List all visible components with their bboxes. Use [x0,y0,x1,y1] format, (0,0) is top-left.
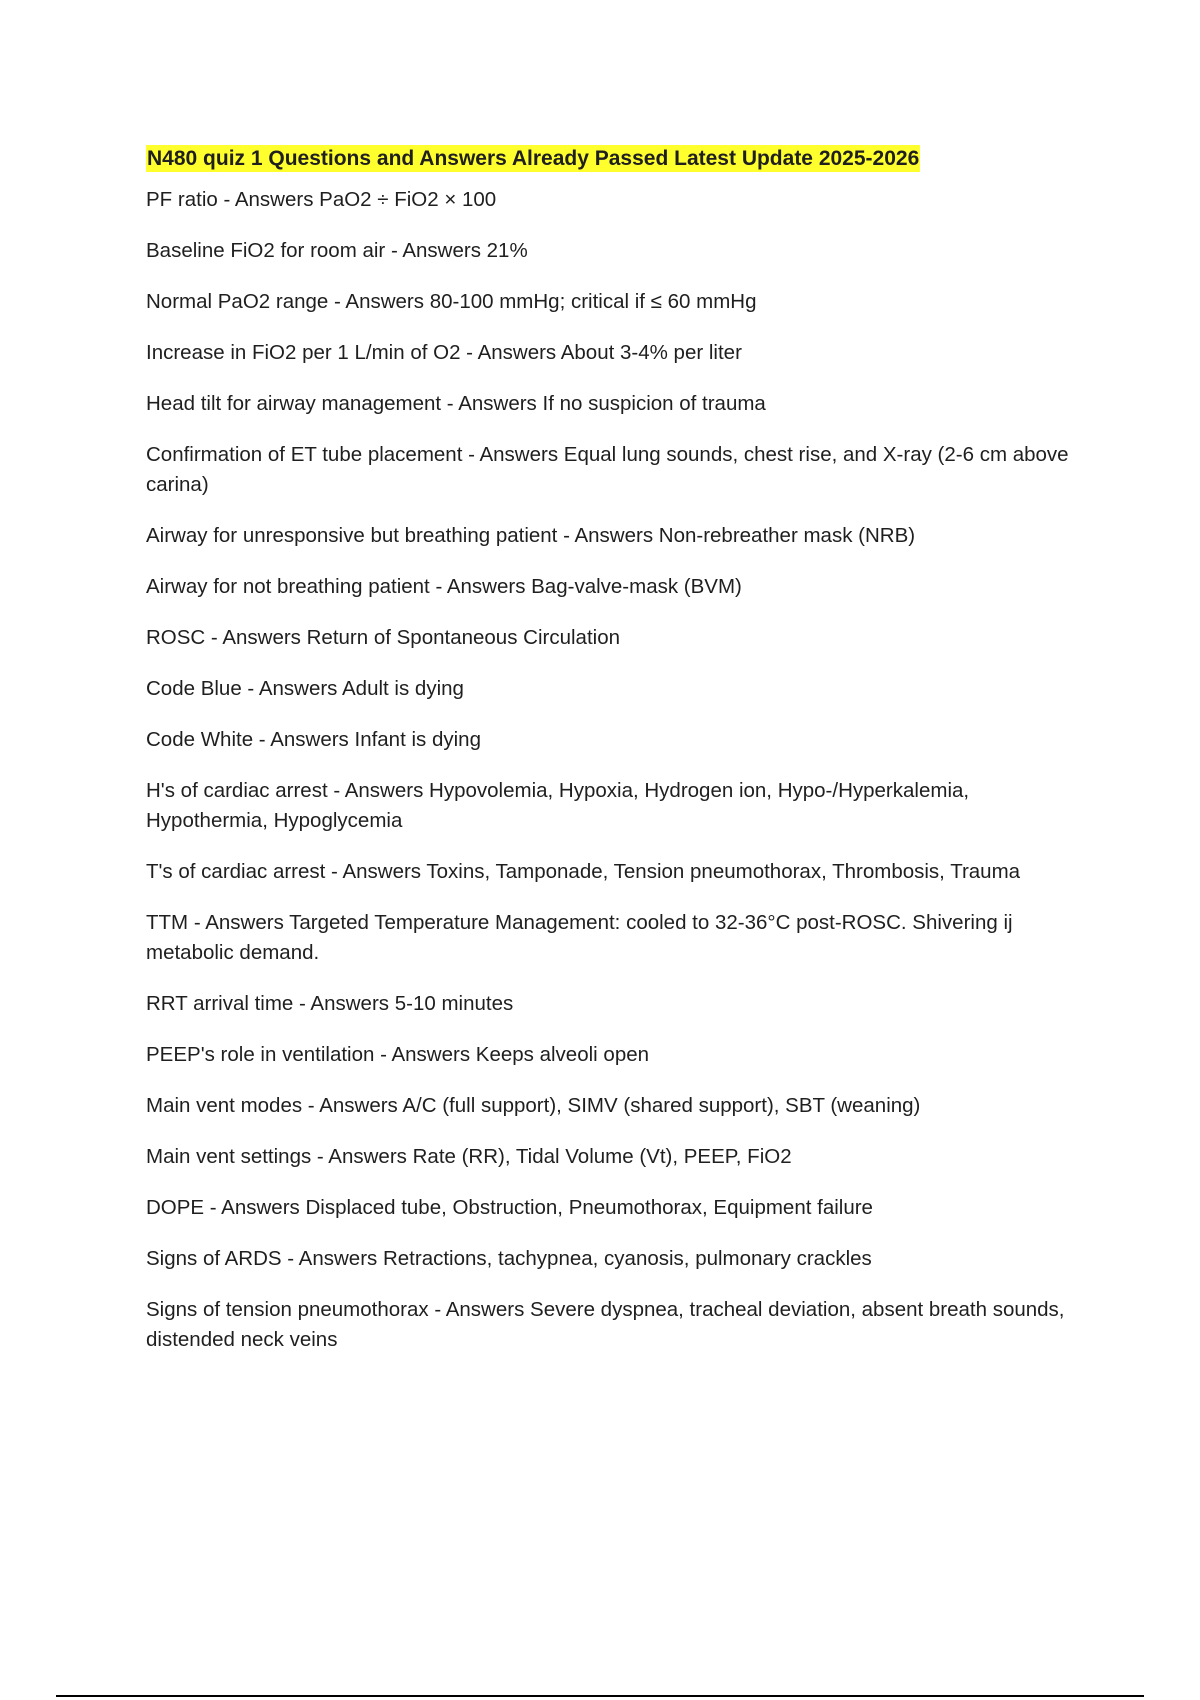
qa-item-vent-modes: Main vent modes - Answers A/C (full support), SIMV (shared support), SBT (weaning) [146,1094,921,1117]
qa-item-airway-not-breathing: Airway for not breathing patient - Answers Bag-valve-mask (BVM) [146,575,742,598]
qa-item-fio2-increase: Increase in FiO2 per 1 L/min of O2 - Answers About 3-4% per liter [146,341,742,364]
highlighted-title-text: N480 quiz 1 Questions and Answers Already Passed Latest Update 2025-2026 [147,147,920,170]
qa-item-peep-role: PEEP's role in ventilation - Answers Keeps alveoli open [146,1043,650,1066]
document-page [146,144,1086,1376]
qa-item-normal-pao2: Normal PaO2 range - Answers 80-100 mmHg; critical if ≤ 60 mmHg [146,290,757,313]
qa-item-hs-cardiac-arrest: H's of cardiac arrest - Answers Hypovolemia, Hypoxia, Hydrogen ion, Hypo-/Hyperkalemia, Hypothermia, Hypoglycemia [146,779,970,832]
footer-rule [56,1695,1144,1697]
qa-item-vent-settings: Main vent settings - Answers Rate (RR), Tidal Volume (Vt), PEEP, FiO2 [146,1145,792,1168]
qa-item-rosc: ROSC - Answers Return of Spontaneous Circulation [146,626,621,649]
qa-list [146,185,1086,1355]
qa-item-code-white: Code White - Answers Infant is dying [146,728,481,751]
qa-item-ards-signs: Signs of ARDS - Answers Retractions, tachypnea, cyanosis, pulmonary crackles [146,1247,872,1270]
qa-item-airway-unresponsive: Airway for unresponsive but breathing patient - Answers Non-rebreather mask (NRB) [146,524,916,547]
qa-item-et-tube-confirmation: Confirmation of ET tube placement - Answers Equal lung sounds, chest rise, and X-ray (2-6 cm above carina) [146,443,1069,496]
qa-item-baseline-fio2: Baseline FiO2 for room air - Answers 21% [146,239,528,262]
qa-item-head-tilt: Head tilt for airway management - Answers If no suspicion of trauma [146,392,766,415]
document-title [146,144,1086,174]
qa-item-tension-pneumothorax-signs: Signs of tension pneumothorax - Answers Severe dyspnea, tracheal deviation, absent breath sounds, distended neck veins [146,1298,1065,1351]
qa-item-ts-cardiac-arrest: T's of cardiac arrest - Answers Toxins, Tamponade, Tension pneumothorax, Thrombosis, Trauma [146,860,1021,883]
qa-item-code-blue: Code Blue - Answers Adult is dying [146,677,464,700]
qa-item-rrt-arrival: RRT arrival time - Answers 5-10 minutes [146,992,514,1015]
qa-item-ttm: TTM - Answers Targeted Temperature Management: cooled to 32-36°C post-ROSC. Shivering ij metabolic demand. [146,911,1013,964]
qa-item-pf-ratio: PF ratio - Answers PaO2 ÷ FiO2 × 100 [146,188,497,211]
qa-item-dope: DOPE - Answers Displaced tube, Obstruction, Pneumothorax, Equipment failure [146,1196,873,1219]
